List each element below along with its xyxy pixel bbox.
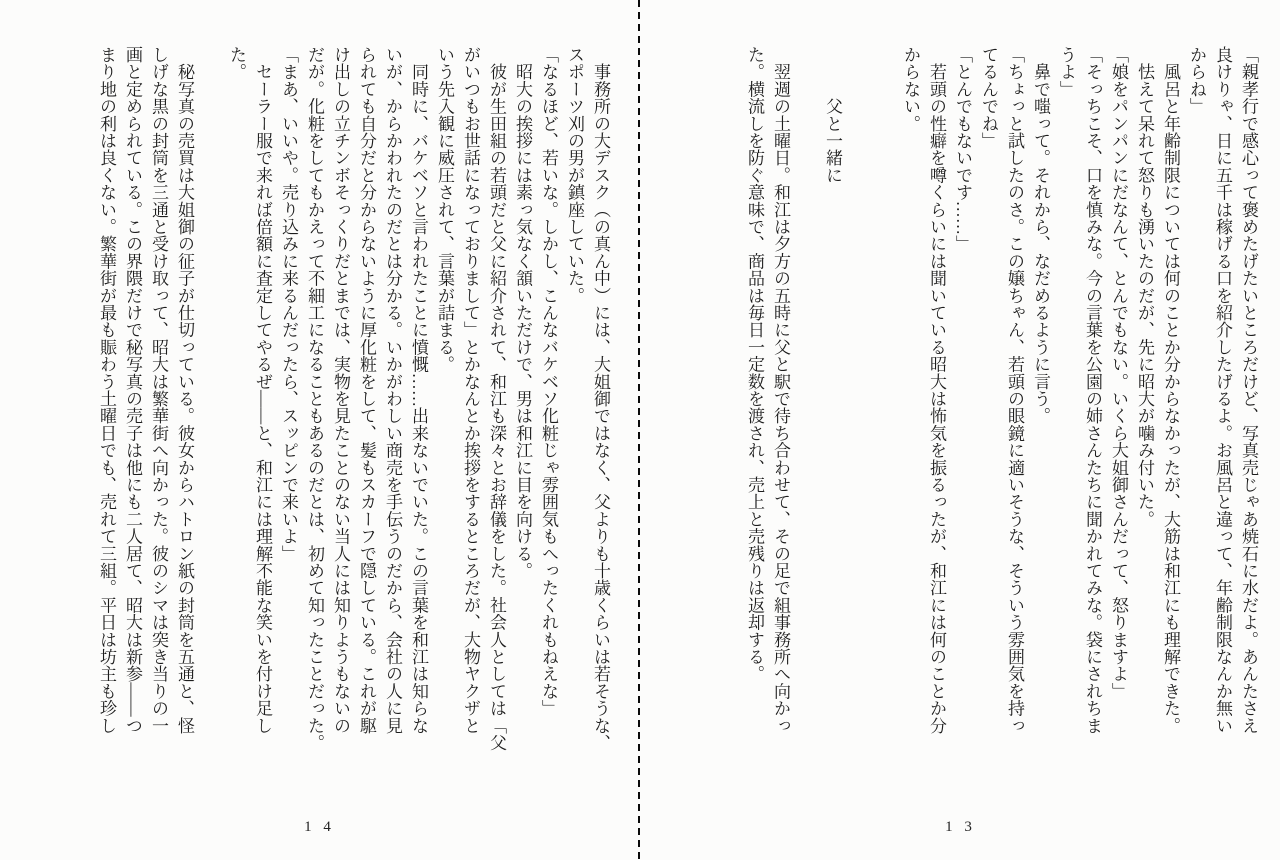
- text-column: スポーツ刈の男が鎮座していた。: [565, 46, 584, 304]
- text-column: 事務所の大デスク（の真ん中）には、大姐御ではなく、父よりも十歳くらいは若そうな、: [591, 46, 610, 752]
- text-column: からね」: [1187, 46, 1206, 115]
- text-column: 若頭の性癖を噂くらいには聞いている昭大は怖気を振るったが、和江には何のことか分: [927, 46, 946, 734]
- text-column: け出しの立チンボそっくりだとまでは、実物を見たことのない当人には知りようもないの: [331, 46, 350, 734]
- text-column: 風呂と年齢制限については何のことか分からなかったが、大筋は和江にも理解できた。: [1161, 46, 1180, 734]
- text-column: 彼が生田組の若頭だと父に紹介されて、和江も深々とお辞儀をした。社会人としては「父: [487, 46, 506, 752]
- text-column: 鼻で嗤って。それから、なだめるように言う。: [1031, 46, 1050, 425]
- text-column: 翌週の土曜日。和江は夕方の五時に父と駅で待ち合わせて、その足で組事務所へ向かっ: [771, 46, 790, 734]
- text-column: セーラー服で来れば倍額に査定してやるぜ――と、和江には理解不能な笑いを付け足し: [253, 46, 272, 734]
- text-column: からない。: [901, 46, 920, 132]
- text-column: うよ」: [1057, 46, 1076, 98]
- text-column: 「娘をパンパンにだなんて、とんでもない。いくら大姐御さんだって、怒りますよ」: [1109, 46, 1128, 700]
- text-column: 画と定められている。この界隈だけで秘写真の売子は他にも二人居て、昭大は新参――つ: [123, 46, 142, 734]
- text-column: [845, 46, 871, 772]
- page-right-text-block: [741, 46, 1261, 772]
- text-column: [197, 46, 223, 772]
- text-column: た。: [227, 46, 246, 81]
- text-column: 「親孝行で感心って褒めたげたいところだけど、写真売じゃあ焼石に水だよ。あんたさえ: [1239, 46, 1258, 734]
- text-column: 「ちょっと試したのさ。この嬢ちゃん、若頭の眼鏡に適いそうな、そういう雰囲気を持っ: [1005, 46, 1024, 734]
- text-column: 昭大の挨拶には素っ気なく頷いただけで、男は和江に目を向ける。: [513, 46, 532, 580]
- text-column: た。横流しを防ぐ意味で、商品は毎日一定数を渡され、売上と売残りは返却する。: [745, 46, 764, 683]
- page-left-number: 1 4: [304, 819, 335, 835]
- text-column: [793, 46, 819, 772]
- page-left-text-block: [93, 46, 613, 772]
- text-column: 同時に、バケベソと言われたことに憤慨……出来ないでいた。この言葉を和江は知らな: [409, 46, 428, 734]
- text-column: だが。化粧をしてもかえって不細工になることもあるのだとは、初めて知ったことだった。: [305, 46, 324, 752]
- text-column: 怯えて呆れて怒りも湧いたのだが、先に昭大が噛み付いた。: [1135, 46, 1154, 528]
- text-column: 「なるほど、若いな。しかし、こんなバケベソ化粧じゃ雰囲気もへったくれもねえな」: [539, 46, 558, 717]
- text-column: しげな黒の封筒を三通と受け取って、昭大は繁華街へ向かった。彼のシマは突き当りの一: [149, 46, 168, 734]
- text-column: いが、からかわれたのだとは分かる。いかがわしい商売を手伝うのだから、会社の人に見: [383, 46, 402, 734]
- text-column: 「まあ、いいや。売り込みに来るんだったら、スッピンで来いよ」: [279, 46, 298, 562]
- page-left: [0, 0, 639, 860]
- text-column: [871, 46, 897, 772]
- text-column: 「そっちこそ、口を慎みな。今の言葉を公園の姉さんたちに聞かれてみな。袋にされちま: [1083, 46, 1102, 734]
- text-column: られても自分だと分からないように厚化粧をして、髪もスカーフで隠している。これが駆: [357, 46, 376, 734]
- text-column: がいつもお世話になっておりまして」とかなんとか挨拶をするところだが、大物ヤクザと: [461, 46, 480, 734]
- text-column: いう先入観に威圧されて、言葉が詰まる。: [435, 46, 454, 373]
- text-column: 「とんでもないです……」: [953, 46, 972, 253]
- text-column: 良けりゃ、日に五千は稼げる口を紹介したげるよ。お風呂と違って、年齢制限なんか無い: [1213, 46, 1232, 734]
- text-column: まり地の利は良くない。繁華街が最も賑わう土曜日でも、売れて三組。平日は坊主も珍し: [97, 46, 116, 734]
- text-column: 父と一緒に: [823, 46, 842, 184]
- center-divider-dashed-line: [638, 0, 640, 860]
- page-right-number: 1 3: [945, 819, 976, 835]
- text-column: てるんでね」: [979, 46, 998, 150]
- text-column: 秘写真の売買は大姐御の征子が仕切っている。彼女からハトロン紙の封筒を五通と、怪: [175, 46, 194, 734]
- page-right: [641, 0, 1280, 860]
